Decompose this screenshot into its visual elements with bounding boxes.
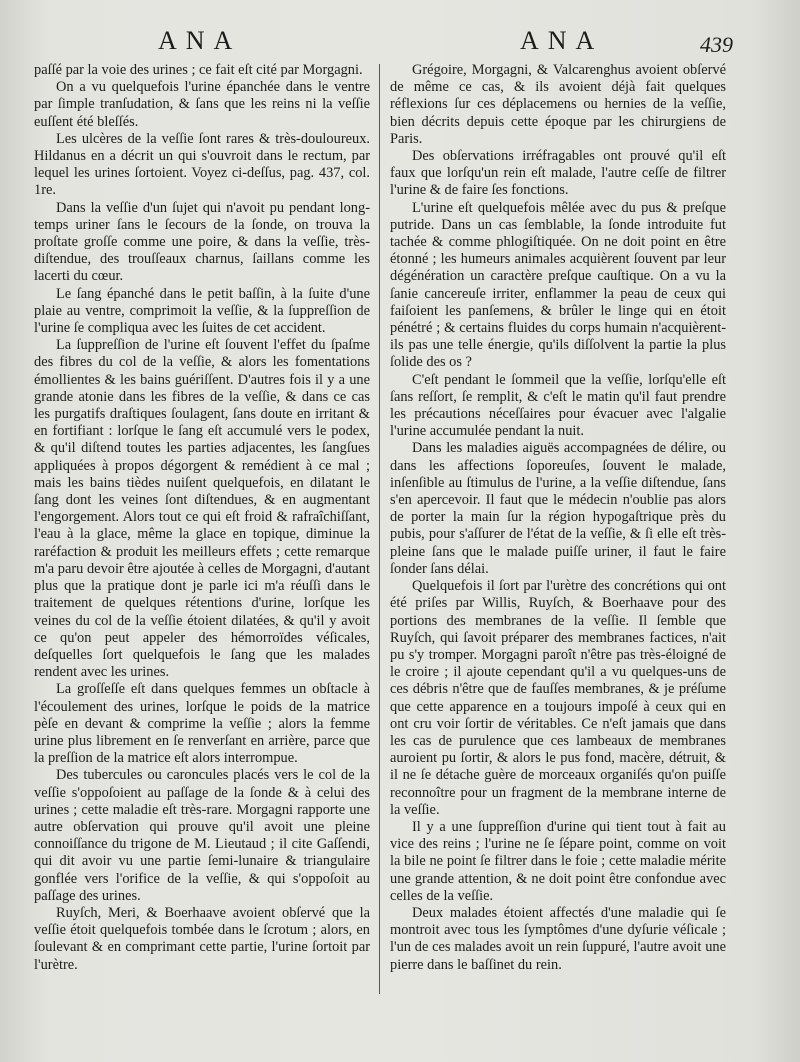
paragraph: La ſuppreſſion de l'urine eſt ſouvent l'effet du ſpaſme des fibres du col de la veſſie, & alors les fomentations émollientes & les bains guériſſent. D'autres fois il y a une grande atonie dans les fibres de la veſſie, & dans ce cas les purgatifs draſtiques ſoulagent, ſans doute en irritant & en fortifiant : lorſque le ſang eſt accumulé vers le podex, & qu'il diſtend toutes les parties adjacentes, les ſangſues appliquées à propos dégorgent & remédient à ce mal ; mais les bains tièdes nuiſent quelquefois, en dilatant le ſang dont les veines ſont diſtendues, & en augmentant l'engorgement. Alors tout ce qui eſt froid & rafraîchiſſant, l'eau à la glace, même la glace en topique, diminue la raréfaction & produit les meilleurs effets ; cette remarque m'a paru devoir être ajoutée à celles de Morgagni, d'autant plus que la pratique dont je parle ici m'a réuſſi dans le traitement de quelques rétentions d'urine, lorſque les veines du col de la veſſie étoient dilatées, & qu'il y avoit ce qu'on peut appeler des hémorroïdes véſicales, deſquelles ſort quelquefois le ſang que les malades rendent avec les urines. [34, 337, 370, 681]
page-number: 439 [700, 32, 733, 57]
paragraph: C'eſt pendant le ſommeil que la veſſie, lorſqu'elle eſt ſans reſſort, ſe remplit, & c'eſt le matin qu'il faut prendre les précautions néceſſaires pour évacuer avec l'algalie l'urine accumulée pendant la nuit. [390, 371, 726, 440]
paragraph: L'urine eſt quelquefois mêlée avec du pus & preſque putride. Dans un cas ſemblable, la ſonde introduite fut tachée & comme phlogiſtiquée. On ne doit point en être étonné ; les humeurs animales acquièrent ſouvent par leur dégénération un caractère preſque cauſtique. On a vu la ſanie cancereuſe irriter, enflammer la peau de ceux qui faiſoient les panſemens, & brûler le linge qui en étoit pénétré ; & certains fluides du corps humain n'acquièrent-ils pas une telle énergie, qu'ils diſſolvent la partie la plus ſolide des os ? [390, 199, 726, 371]
paragraph: Des obſervations irréfragables ont prouvé qu'il eſt faux que lorſqu'un rein eſt malade, l'autre ceſſe de filtrer l'urine & de faire ſes fonctions. [390, 148, 726, 199]
page-header [0, 26, 800, 66]
right-running-head: ANA [520, 26, 604, 55]
column-divider [379, 64, 380, 994]
paragraph: Dans les maladies aiguës accompagnées de délire, ou dans les affections ſoporeuſes, ſouvent le malade, inſenſible au ſtimulus de l'urine, a la veſſie diſtendue, ſans s'en apercevoir. Il faut que le médecin n'oublie pas alors de porter la main ſur la région hypogaſtrique près du pubis, pour s'aſſurer de l'état de la veſſie, & ſi elle eſt très-pleine ſans que le malade puiſſe uriner, il faut le faire ſonder ſans délai. [390, 440, 726, 577]
paragraph: Grégoire, Morgagni, & Valcarenghus avoient obſervé de même ce cas, & ils avoient déjà fait quelques réflexions ſur ces déplacemens ou hernies de la veſſie, bien décrits depuis cette époque par les chirurgiens de Paris. [390, 62, 726, 147]
paragraph: Dans la veſſie d'un ſujet qui n'avoit pu pendant long-temps uriner ſans le ſecours de la ſonde, on trouva la proſtate groſſe comme une poire, & dans la veſſie, très-diſtendue, des trouſſeaux charnus, ſaillans comme les lacerti du cœur. [34, 199, 370, 285]
left-running-head: ANA [158, 26, 242, 55]
paragraph: Le ſang épanché dans le petit baſſin, à la ſuite d'une plaie au ventre, comprimoit la veſſie, & la ſuppreſſion de l'urine ſe compliqua avec les ſuites de cet accident. [34, 285, 370, 337]
paragraph: Les ulcères de la veſſie ſont rares & très-douloureux. Hildanus en a décrit un qui s'ouvroit dans le rectum, par lequel les urines ſortoient. Voyez ci-deſſus, pag. 437, col. 1re. [34, 130, 370, 199]
paragraph: Des tubercules ou caroncules placés vers le col de la veſſie s'oppoſoient au paſſage de la ſonde & à celui des urines ; cette maladie eſt très-rare. Morgagni rapporte une autre obſervation qui prouve qu'il avoit une pleine connoiſſance du trigone de M. Lieutaud ; il cite Gaſſendi, qui dit avoir vu une partie ſemi-lunaire & triangulaire gonflée vers l'orifice de la veſſie, & qui s'oppoſoit au paſſage des urines. [34, 767, 370, 904]
paragraph: La groſſeſſe eſt dans quelques femmes un obſtacle à l'écoulement des urines, lorſque le poids de la matrice pèſe en devant & comprime la veſſie ; alors la femme urine plus librement en ſe renverſant en arrière, parce que la preſſion de la matrice eſt alors interrompue. [34, 681, 370, 767]
paragraph: Deux malades étoient affectés d'une maladie qui ſe montroit avec tous les ſymptômes d'une dyſurie véſicale ; l'un de ces malades avoit un rein ſuppuré, l'autre avoit une pierre dans le baſſinet du rein. [390, 904, 726, 973]
paragraph: Quelquefois il ſort par l'urètre des concrétions qui ont été priſes par Willis, Ruyſch, & Boerhaave pour des portions des membranes de la veſſie. Il ſemble que Ruyſch, qui ſavoit préparer des membranes factices, n'ait pu s'y tromper. Morgagni paroît n'être pas très-éloigné de le croire ; il ajoute cependant qu'il a vu quelques-uns de ces débris n'être que de fauſſes membranes, & je préſume que cette apparence en a toujours impoſé à ceux qui en ont cru voir ſortir de véritables. Ce n'eſt jamais que dans les cas de purulence que ces lambeaux de membranes auroient pu ſortir, & alors le pus fond, macère, détruit, & il ne ſe détache guère de morceaux organiſés qu'on puiſſe reconnoître pour un fragment de la membrane interne de la veſſie. [390, 578, 726, 818]
paragraph: Ruyſch, Meri, & Boerhaave avoient obſervé que la veſſie étoit quelquefois tombée dans le ſcrotum ; alors, en ſoulevant & en comprimant cette partie, l'urine ſortoit par l'urètre. [34, 904, 370, 973]
paragraph: On a vu quelquefois l'urine épanchée dans le ventre par ſimple tranſudation, & ſans que les reins ni la veſſie euſſent été bleſſés. [34, 79, 370, 130]
right-column [390, 62, 726, 974]
paragraph: Il y a une ſuppreſſion d'urine qui tient tout à fait au vice des reins ; l'urine ne ſe ſépare point, comme on voit la bile ne point ſe filtrer dans le foie ; cette maladie mérite une grande attention, & ne doit point être confondue avec celles de la veſſie. [390, 818, 726, 904]
paragraph: paſſé par la voie des urines ; ce fait eſt cité par Morgagni. [34, 62, 363, 78]
left-column [34, 62, 370, 974]
